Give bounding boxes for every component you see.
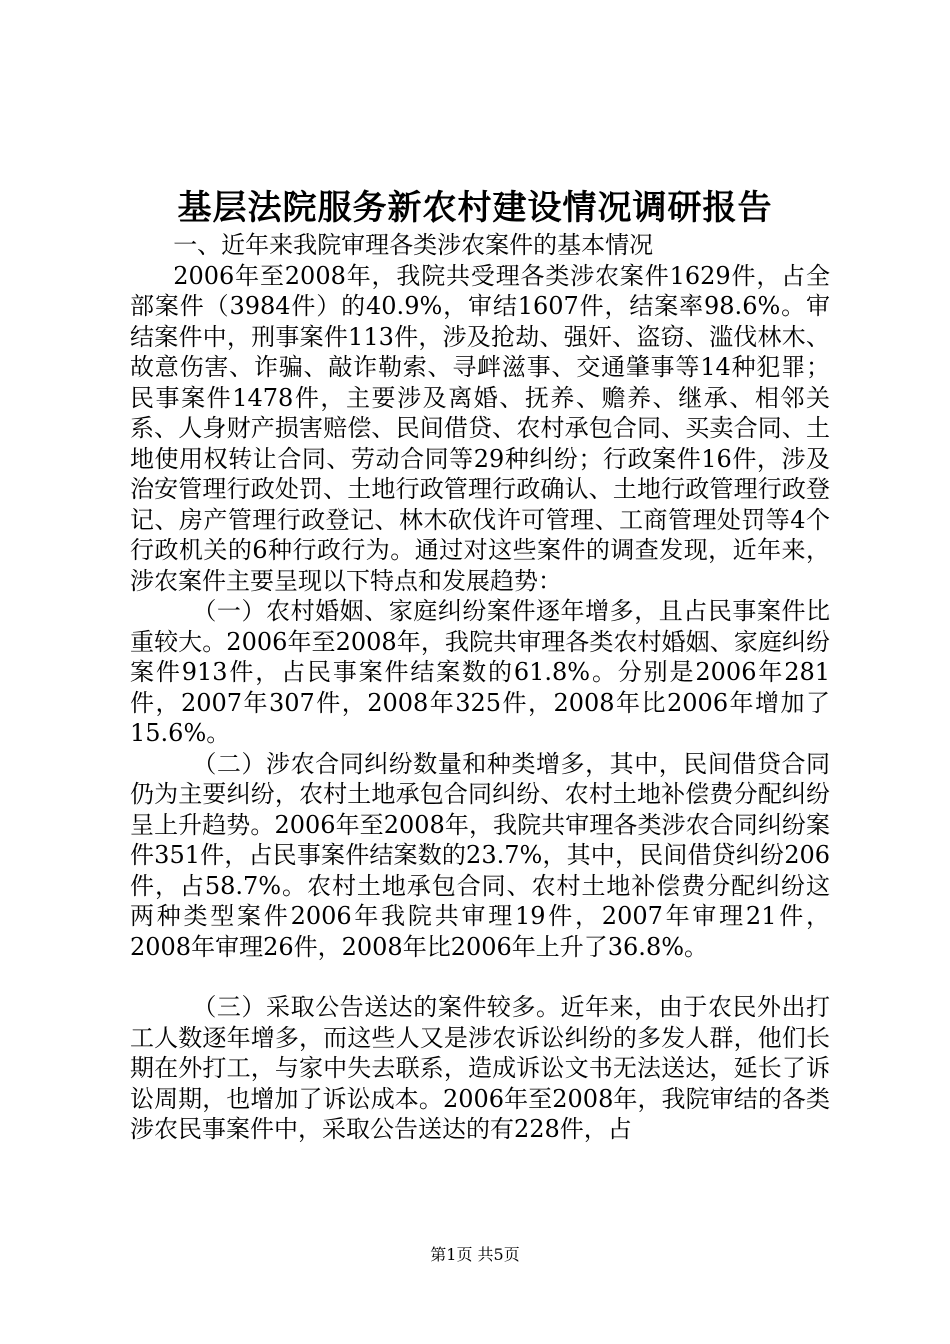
paragraph-point-1: （一）农村婚姻、家庭纠纷案件逐年增多，且占民事案件比重较大。2006年至2008年，我院共审理各类农村婚姻、家庭纠纷案件913件，占民事案件结案数的61.8%。分别是2006年281件，2007年307件，2008年325件，2008年比2006年增加了15.6%。: [130, 597, 830, 747]
paragraph-overview: 2006年至2008年，我院共受理各类涉农案件1629件，占全部案件（3984件）的40.9%，审结1607件，结案率98.6%。审结案件中，刑事案件113件，涉及抢劫、强奸、盗窃、滥伐林木、故意伤害、诈骗、敲诈勒索、寻衅滋事、交通肇事等14种犯罪；民事案件1478件，主要涉及离婚、抚养、赡养、继承、相邻关系、人身财产损害赔偿、民间借贷、农村承包合同、买卖合同、土地使用权转让合同、劳动合同等29种纠纷；行政案件16件，涉及治安管理行政处罚、土地行政管理行政确认、土地行政管理行政登记、房产管理行政登记、林木砍伐许可管理、工商管理处罚等4个行政机关的6种行政行为。通过对这些案件的调查发现，近年来，涉农案件主要呈现以下特点和发展趋势：: [130, 261, 830, 595]
document-body: [130, 230, 830, 1145]
section-heading: 一、近年来我院审理各类涉农案件的基本情况: [173, 231, 654, 259]
paragraph-point-3: （三）采取公告送达的案件较多。近年来，由于农民外出打工人数逐年增多，而这些人又是涉农诉讼纠纷的多发人群，他们长期在外打工，与家中失去联系，造成诉讼文书无法送达，延长了诉讼周期，也增加了诉讼成本。2006年至2008年，我院审结的各类涉农民事案件中，采取公告送达的有228件，占: [130, 993, 830, 1143]
page-number-footer: 第1页 共5页: [430, 1245, 520, 1264]
paragraph-point-2: （二）涉农合同纠纷数量和种类增多，其中，民间借贷合同仍为主要纠纷，农村土地承包合同纠纷、农村土地补偿费分配纠纷呈上升趋势。2006年至2008年，我院共审理各类涉农合同纠纷案件351件，占民事案件结案数的23.7%，其中，民间借贷纠纷206件，占58.7%。农村土地承包合同、农村土地补偿费分配纠纷这两种类型案件2006年我院共审理19件，2007年审理21件，2008年审理26件，2008年比2006年上升了36.8%。: [130, 749, 830, 961]
document-title: 基层法院服务新农村建设情况调研报告: [177, 188, 773, 228]
paragraph-spacer: [130, 962, 830, 992]
